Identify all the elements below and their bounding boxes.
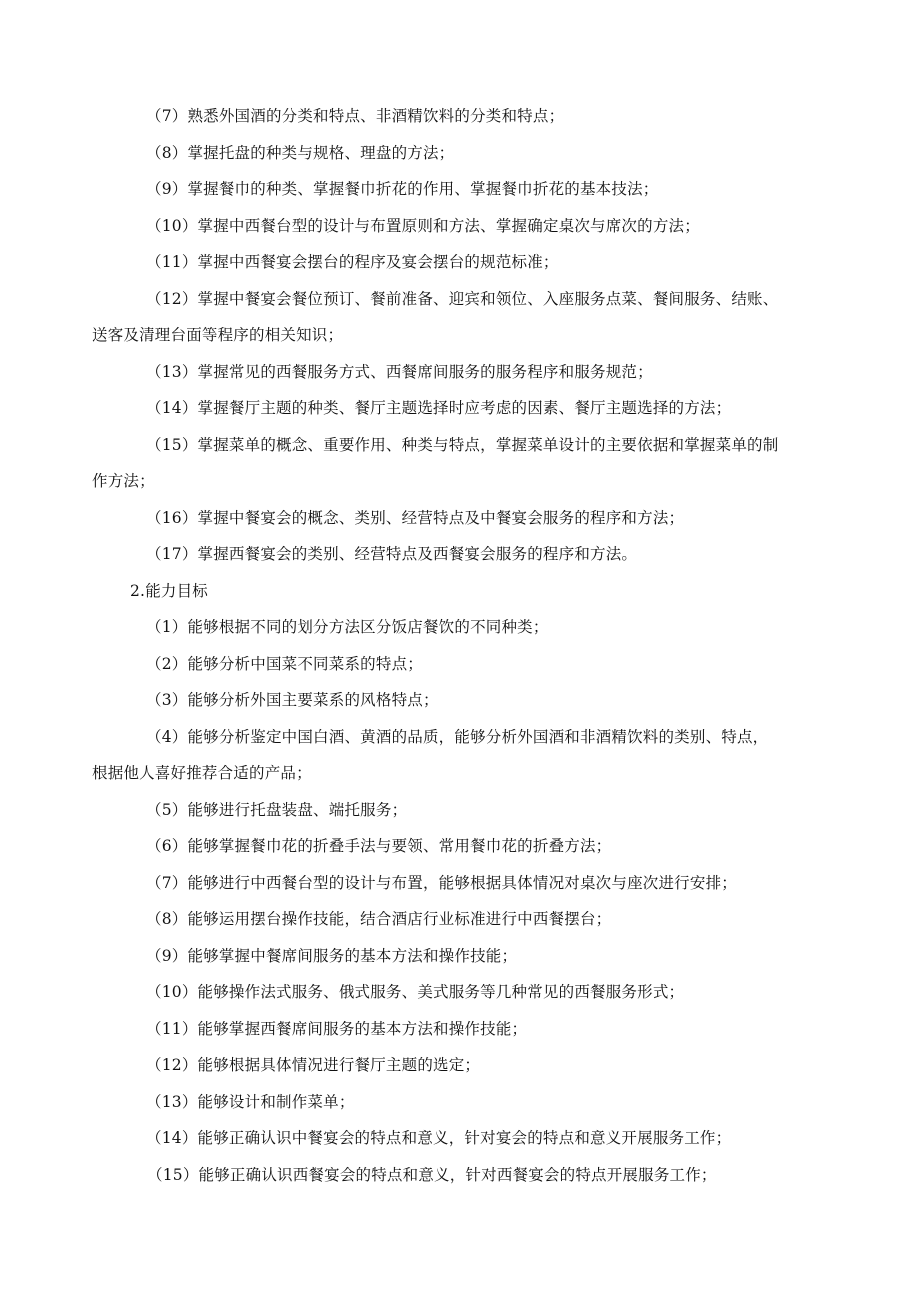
ability-item-3: （3）能够分析外国主要菜系的风格特点； <box>146 691 439 709</box>
ability-item-9: （9）能够掌握中餐席间服务的基本方法和操作技能； <box>146 947 518 965</box>
ability-item-12: （12）能够根据具体情况进行餐厅主题的选定； <box>146 1056 481 1074</box>
knowledge-item-8: （8）掌握托盘的种类与规格、理盘的方法； <box>146 144 455 162</box>
ability-item-4-continued: 根据他人喜好推荐合适的产品； <box>92 764 312 782</box>
knowledge-item-12: （12）掌握中餐宴会餐位预订、餐前准备、迎宾和领位、入座服务点菜、餐间服务、结账、 <box>146 290 779 308</box>
knowledge-item-9: （9）掌握餐巾的种类、掌握餐巾折花的作用、掌握餐巾折花的基本技法； <box>146 180 659 198</box>
knowledge-item-11: （11）掌握中西餐宴会摆台的程序及宴会摆台的规范标准； <box>146 253 559 271</box>
knowledge-item-17: （17）掌握西餐宴会的类别、经营特点及西餐宴会服务的程序和方法。 <box>146 545 638 563</box>
ability-item-1: （1）能够根据不同的划分方法区分饭店餐饮的不同种类； <box>146 618 549 636</box>
knowledge-item-12-continued: 送客及清理台面等程序的相关知识； <box>92 326 344 344</box>
knowledge-item-7: （7）熟悉外国酒的分类和特点、非酒精饮料的分类和特点； <box>146 107 565 125</box>
ability-item-7: （7）能够进行中西餐台型的设计与布置，能够根据具体情况对桌次与座次进行安排； <box>146 874 737 892</box>
ability-item-11: （11）能够掌握西餐席间服务的基本方法和操作技能； <box>146 1020 528 1038</box>
knowledge-item-10: （10）掌握中西餐台型的设计与布置原则和方法、掌握确定桌次与席次的方法； <box>146 217 700 235</box>
ability-item-10: （10）能够操作法式服务、俄式服务、美式服务等几种常见的西餐服务形式； <box>146 983 685 1001</box>
knowledge-item-15: （15）掌握菜单的概念、重要作用、种类与特点，掌握菜单设计的主要依据和掌握菜单的制 <box>146 436 779 454</box>
ability-item-13: （13）能够设计和制作菜单； <box>146 1093 355 1111</box>
knowledge-item-14: （14）掌握餐厅主题的种类、餐厅主题选择时应考虑的因素、餐厅主题选择的方法； <box>146 399 732 417</box>
knowledge-item-15-continued: 作方法； <box>92 472 155 490</box>
ability-item-2: （2）能够分析中国菜不同菜系的特点； <box>146 655 423 673</box>
ability-item-5: （5）能够进行托盘装盘、端托服务； <box>146 801 408 819</box>
ability-item-14: （14）能够正确认识中餐宴会的特点和意义，针对宴会的特点和意义开展服务工作； <box>146 1129 732 1147</box>
knowledge-item-16: （16）掌握中餐宴会的概念、类别、经营特点及中餐宴会服务的程序和方法； <box>146 509 685 527</box>
knowledge-item-13: （13）掌握常见的西餐服务方式、西餐席间服务的服务程序和服务规范； <box>146 363 653 381</box>
ability-item-15: （15）能够正确认识西餐宴会的特点和意义，针对西餐宴会的特点开展服务工作； <box>147 1166 717 1184</box>
ability-item-8: （8）能够运用摆台操作技能，结合酒店行业标准进行中西餐摆台； <box>146 910 612 928</box>
ability-item-6: （6）能够掌握餐巾花的折叠手法与要领、常用餐巾花的折叠方法； <box>146 837 612 855</box>
section-heading: 2.能力目标 <box>130 582 208 600</box>
ability-item-4: （4）能够分析鉴定中国白酒、黄酒的品质，能够分析外国酒和非酒精饮料的类别、特点， <box>146 728 769 746</box>
